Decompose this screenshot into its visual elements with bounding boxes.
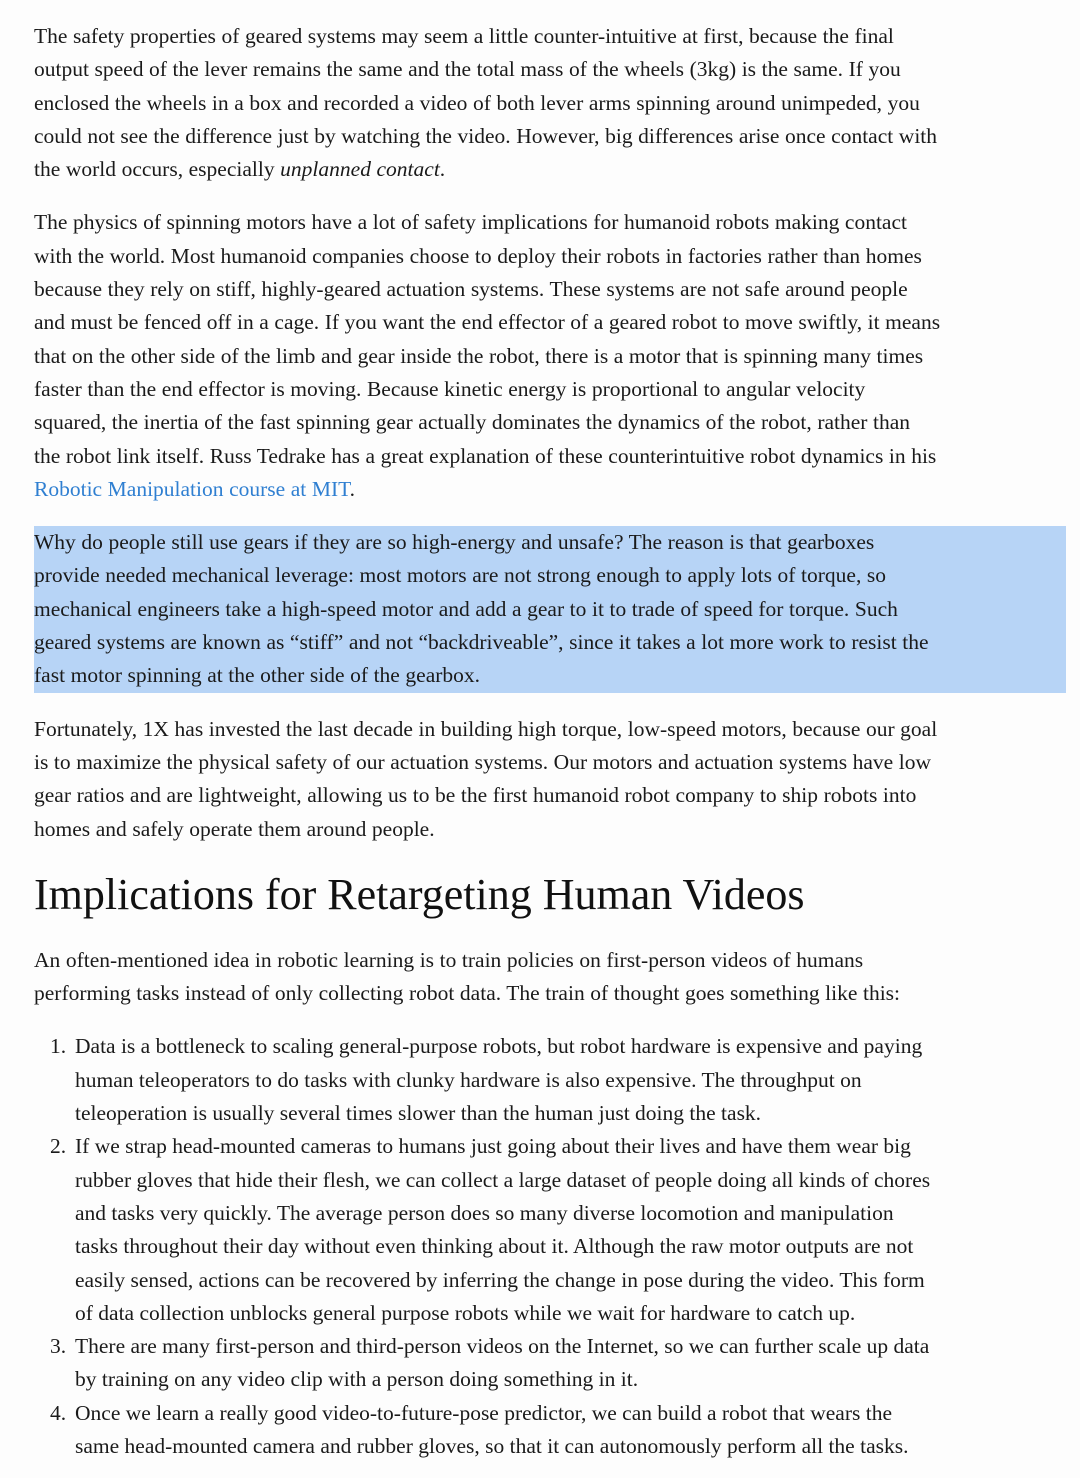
- list-number: 3.: [50, 1334, 67, 1359]
- text-line: An often-mentioned idea in robotic learning is to train policies on first-person videos of humans: [34, 947, 864, 972]
- robotic-manipulation-course-link[interactable]: Robotic Manipulation course at MIT: [34, 476, 350, 501]
- list-number: 4.: [50, 1400, 67, 1425]
- text-line: with the world. Most humanoid companies choose to deploy their robots in factories rather than homes: [34, 243, 922, 268]
- text-line: enclosed the wheels in a box and recorded a video of both lever arms spinning around unimpeded, you: [34, 90, 920, 115]
- text-line: [34, 153, 1066, 186]
- text-line: is to maximize the physical safety of our actuation systems. Our motors and actuation systems have low: [34, 749, 932, 774]
- text-line: performing tasks instead of only collecting robot data. The train of thought goes something like this:: [34, 981, 901, 1006]
- text-line: because they rely on stiff, highly-geared actuation systems. These systems are not safe around people: [34, 277, 908, 302]
- text-line: squared, the inertia of the fast spinning gear actually dominates the dynamics of the robot, rather than: [34, 410, 911, 435]
- text-line: could not see the difference just by watching the video. However, big differences arise once contact with: [34, 123, 938, 148]
- numbered-list: [34, 1030, 1066, 1463]
- text-line: gear ratios and are lightweight, allowing us to be the first humanoid robot company to ship robots into: [34, 783, 917, 808]
- selected-text-line: geared systems are known as “stiff” and not “backdriveable”, since it takes a lot more work to resist the: [34, 630, 929, 655]
- list-item: [34, 1130, 1066, 1330]
- text-line: and must be fenced off in a cage. If you want the end effector of a geared robot to move swiftly, it means: [34, 310, 941, 335]
- paragraph-spinning-motors: [34, 206, 1066, 506]
- text-line: Once we learn a really good video-to-future-pose predictor, we can build a robot that wears the: [75, 1400, 893, 1425]
- text-line: The safety properties of geared systems may seem a little counter-intuitive at first, because the final: [34, 24, 894, 48]
- list-item: [34, 1030, 1066, 1130]
- paragraph-why-gears-selected: [34, 526, 1066, 692]
- emphasis-text: unplanned contact: [280, 157, 440, 182]
- list-number: 1.: [50, 1034, 67, 1059]
- text-fragment: .: [439, 157, 446, 182]
- text-line: human teleoperators to do tasks with clunky hardware is also expensive. The throughput on: [75, 1067, 862, 1092]
- paragraph-human-videos: [34, 944, 1066, 1011]
- list-item: [34, 1330, 1066, 1397]
- selected-text-line: Why do people still use gears if they are so high-energy and unsafe? The reason is that gearboxes: [34, 530, 875, 555]
- text-line: homes and safely operate them around people.: [34, 816, 435, 841]
- text-line: tasks throughout their day without even thinking about it. Although the raw motor outputs are not: [75, 1234, 914, 1259]
- text-line: There are many first-person and third-person videos on the Internet, so we can further scale up data: [75, 1334, 930, 1359]
- selected-text-line: [0, 659, 480, 692]
- text-line: output speed of the lever remains the same and the total mass of the wheels (3kg) is the same. If you: [34, 57, 901, 82]
- text-line: of data collection unblocks general purpose robots while we wait for hardware to catch up.: [75, 1300, 856, 1325]
- text-line: and tasks very quickly. The average person does so many diverse locomotion and manipulation: [75, 1200, 894, 1225]
- text-line: Fortunately, 1X has invested the last decade in building high torque, low-speed motors, because our goal: [34, 716, 938, 741]
- text-line: Data is a bottleneck to scaling general-purpose robots, but robot hardware is expensive and paying: [75, 1034, 923, 1059]
- text-line: [34, 473, 1066, 506]
- text-line: If we strap head-mounted cameras to humans just going about their lives and have them wear big: [75, 1134, 911, 1159]
- text-line: rubber gloves that hide their flesh, we can collect a large dataset of people doing all kinds of chores: [75, 1167, 931, 1192]
- text-fragment: the world occurs, especially: [34, 157, 281, 182]
- text-line: same head-mounted camera and rubber gloves, so that it can autonomously perform all the tasks.: [75, 1433, 909, 1458]
- section-heading: Implications for Retargeting Human Videos: [34, 869, 805, 919]
- text-line: teleoperation is usually several times slower than the human just doing the task.: [75, 1101, 762, 1126]
- text-fragment: .: [349, 476, 356, 501]
- text-fragment: fast motor spinning at the other side of the gearbox.: [34, 663, 481, 688]
- selected-text-line: provide needed mechanical leverage: most motors are not strong enough to apply lots of torque, so: [34, 563, 887, 588]
- text-line: by training on any video clip with a person doing something in it.: [75, 1367, 639, 1392]
- list-number: 2.: [50, 1134, 67, 1159]
- text-line: the robot link itself. Russ Tedrake has a great explanation of these counterintuitive robot dynamics in his: [34, 443, 937, 468]
- text-line: The physics of spinning motors have a lot of safety implications for humanoid robots making contact: [34, 210, 907, 235]
- text-line: that on the other side of the limb and gear inside the robot, there is a motor that is spinning many times: [34, 343, 924, 368]
- list-item: [34, 1397, 1066, 1464]
- paragraph-gear-safety: [34, 20, 1066, 186]
- text-line: faster than the end effector is moving. Because kinetic energy is proportional to angular velocity: [34, 376, 866, 401]
- text-line: easily sensed, actions can be recovered by inferring the change in pose during the video. This form: [75, 1267, 925, 1292]
- paragraph-1x-motors: [34, 713, 1066, 846]
- selected-text-line: mechanical engineers take a high-speed motor and add a gear to it to trade of speed for torque. Such: [34, 596, 898, 621]
